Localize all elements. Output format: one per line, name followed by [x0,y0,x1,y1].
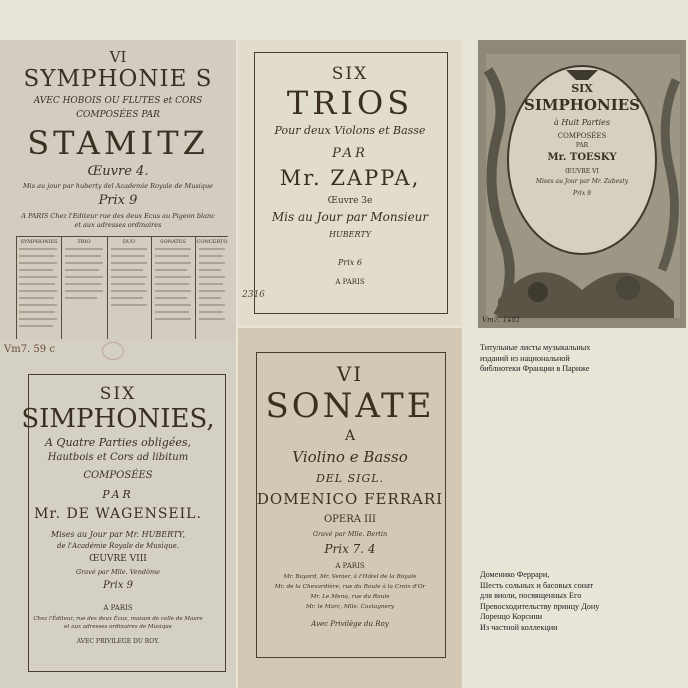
stamitz-adresses: et aux adresses ordinaires [74,221,162,229]
ferrari-composer: DOMENICO FERRARI [256,490,444,508]
wagenseil-chez: Chez l'Éditeur, rue des deux Écus, maison de celle de Maure [33,616,203,622]
toesky-side-number: Vm7. 1481 [482,316,521,324]
ferrari-opera: OPERA III [323,514,376,525]
wagenseil-oeuvre: ŒUVRE VIII [89,554,147,564]
ferrari-sonate: SONATE [265,386,435,426]
wagenseil-composer: Mr. DE WAGENSEIL. [34,506,202,522]
zappa-trios: TRIOS [286,84,414,122]
zappa-side-number: 2316 [242,290,265,300]
zappa-pour: Pour deux Violons et Basse [274,124,426,137]
ferrari-paris: A PARIS [335,562,365,570]
ferrari-del-sigl: DEL SIGL. [315,472,385,485]
toesky-oeuvre: ŒUVRE VI [565,168,599,175]
wagenseil-six: SIX [99,384,137,404]
wagenseil-par: PAR [102,488,134,501]
wagenseil-paris: A PARIS [103,604,133,612]
ferrari-privilege: Avec Privilège du Roy [311,620,389,628]
stamitz-oeuvre: Œuvre 4. [87,164,149,179]
ferrari-vi: VI [336,362,364,386]
toesky-composees: COMPOSÉES [557,132,607,140]
table-entries [17,237,229,339]
stamitz-catalogue-table [16,236,228,339]
zappa-mis-au-jour: Mis au Jour par Monsieur [271,210,429,224]
toesky-six: SIX [571,82,593,95]
stamitz-mis-au-jour: Mis au jour par huberty del Academie Royale de Musique [23,182,213,190]
table-header-trio: TRIO [77,239,91,245]
zappa-six: SIX [331,64,369,84]
zappa-oeuvre: Œuvre 3e [327,196,373,206]
toesky-simphonies: SIMPHONIES [524,96,640,114]
zappa-par: PAR [332,146,368,161]
zappa-huberty: HUBERTY [329,230,371,239]
stamitz-composer: STAMITZ [27,124,209,162]
ferrari-prix: Prix 7. 4 [324,542,376,556]
zappa-composer: Mr. ZAPPA, [279,166,421,190]
ferrari-violino: Violino e Basso [292,448,408,466]
zappa-prix: Prix 6 [338,258,362,267]
toesky-mises: Mises au Jour par Mr. Zubesty [535,178,629,185]
wagenseil-adresses: et aux adresses ordinaires de Musique [64,624,172,630]
table-header-sonates: SONATES [160,239,186,245]
ferrari-a: A [344,428,356,444]
wagenseil-stamp: Vm7. 59 c [4,344,55,355]
wagenseil-parties: A Quatre Parties obligées, [44,436,191,449]
stamitz-hobois: AVEC HOBOIS OU FLUTES et CORS [33,96,203,106]
wagenseil-simphonies: SIMPHONIES, [21,404,215,434]
title-page-ferrari [238,328,462,688]
stamitz-composees: COMPOSÉES PAR [76,110,160,120]
stamitz-paris: A PARIS Chez l'Editeur rue des deux Ecus au Pigeon blanc [21,212,215,220]
stamitz-symphonies: SYMPHONIE S [23,66,213,92]
wagenseil-prix: Prix 9 [103,580,133,591]
wagenseil-composees: COMPOSÉES [83,470,153,481]
wagenseil-privilege: AVEC PRIVILEGE DU ROY. [76,638,160,645]
toesky-par: PAR [575,142,589,149]
title-page-stamitz [0,40,236,342]
zappa-paris: A PARIS [335,278,365,286]
ferrari-address-2: Mr. de la Chevardière, rue du Roule à la Croix d'Or [274,584,426,590]
wagenseil-mises: Mises au Jour par Mr. HUBERTY, [50,530,186,539]
table-header-symphonies: SYMPHONIES [20,239,58,245]
wagenseil-hautbois: Hautbois et Cors ad libitum [47,452,189,463]
toesky-prix: Prix 9 [573,190,591,197]
table-header-concerto: CONCERTO [196,239,228,245]
ferrari-address-1: Mr. Bayard, Mr. Venier, à l'Hôtel de la Royale [283,574,417,580]
ferrari-grave: Gravé par Mlle. Bertin [312,530,388,538]
ferrari-address-4: Mr. le Marc, Mlle. Castagnery [305,604,395,610]
title-page-wagenseil [0,342,236,688]
title-page-zappa [238,40,462,326]
ferrari-address-3: Mr. Le Menu, rue du Roule [310,594,390,600]
wagenseil-academie: de l'Académie Royale de Musique. [57,542,179,550]
wagenseil-grave: Gravé par Mlle. Vendôme [76,568,160,576]
toesky-composer: Mr. TOESKY [547,152,617,163]
wagenseil-red-seal [102,342,124,360]
caption-title-pages: Титульные листы музыкальных изданий из национальной библиотеки Франции в Париже [480,343,591,374]
table-header-duo: DUO [122,239,136,245]
title-page-toesky [478,40,686,328]
toesky-parties: à Huit Parties [554,118,610,127]
stamitz-prix: Prix 9 [98,193,138,208]
caption-ferrari: Доменико Феррари, Шесть сольных и басовых сонат для виоли, посвященных Его Превосходительству принцу Дону Лоренцо Корсини Из частной коллекции [480,570,600,632]
stamitz-line-vi: VI [109,48,127,66]
